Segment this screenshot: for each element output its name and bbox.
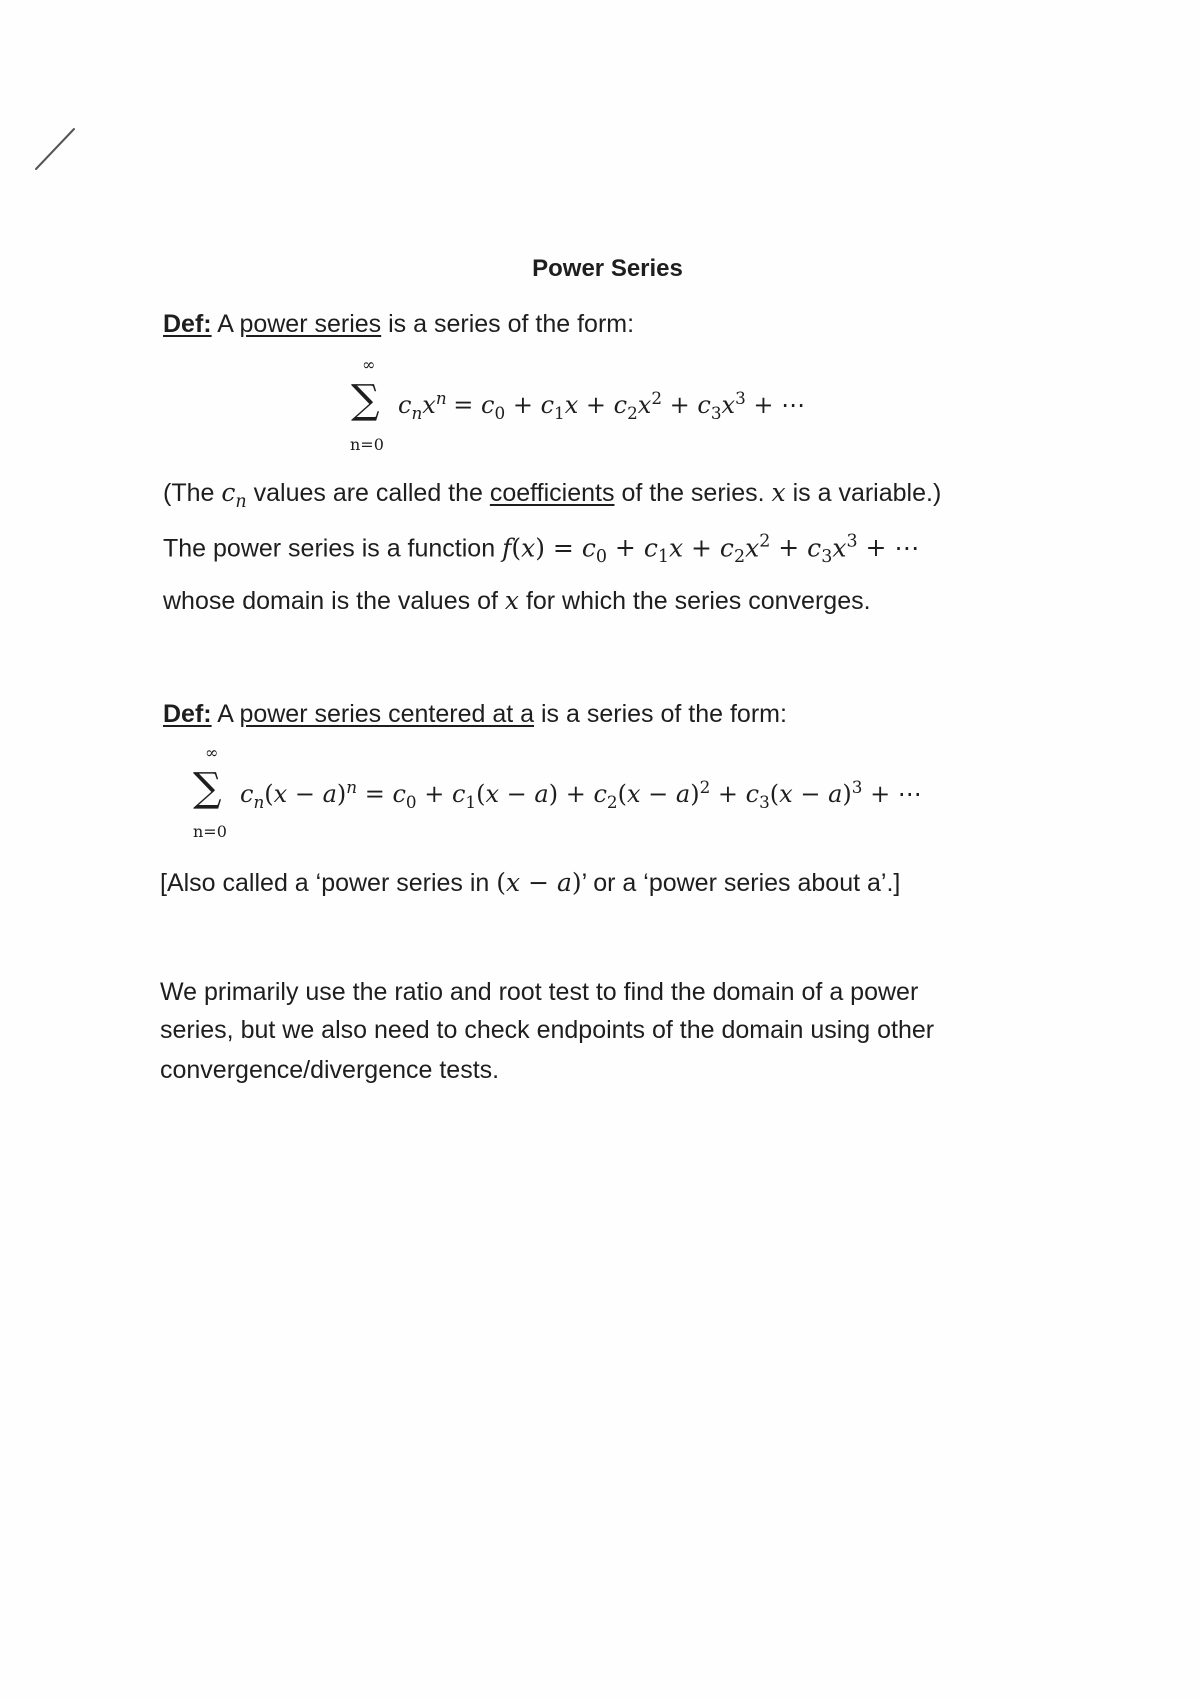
sum-lower-limit: n=0 [350,435,384,454]
term-power-series-centered: power series centered at a [239,700,535,728]
coefficients-note: (The $c_n$ values are called the coefficients of the series. x is a variable.) [163,478,942,512]
centered-series-equation: $c_n(x - a)^n = c_0 + c_1(x - a) + c_2(x - a)^2 + c_3(x - a)^3$ + ⋯ [240,777,922,812]
function-line: The power series is a function $f(x) = c_0 + c_1x + c_2x^2 + c_3x^3$ + ⋯ [163,532,920,568]
sum-upper-limit: ∞ [362,355,376,374]
term-power-series: power series [239,310,382,338]
alternate-names-line: [Also called a ‘power series in (x − a)’ or a ‘power series about a’.] [160,868,901,897]
definition-centered-series: Def: A power series centered at a is a series of the form: [163,700,787,728]
paragraph-line-1: We primarily use the ratio and root test to find the domain of a power [160,978,919,1006]
paragraph-line-2: series, but we also need to check endpoints of the domain using other [160,1016,935,1044]
sigma-symbol: ∑ [351,377,380,423]
term-coefficients: coefficients [489,479,615,507]
def-label-2: Def: [163,700,212,728]
page-title: Power Series [532,255,683,282]
definition-power-series: Def: A power series is a series of the form: [163,310,635,338]
sum-upper-limit-2: ∞ [205,743,219,762]
def-label: Def: [163,310,212,338]
paragraph-line-3: convergence/divergence tests. [160,1056,500,1084]
power-series-equation: $c_nx^n = c_0 + c_1x + c_2x^2 + c_3x^3$ + ⋯ [398,388,806,423]
sum-lower-limit-2: n=0 [193,822,227,841]
domain-line: whose domain is the values of x for which the series converges. [163,586,871,615]
sigma-symbol-2: ∑ [193,765,222,811]
pen-stroke-mark [30,125,80,175]
